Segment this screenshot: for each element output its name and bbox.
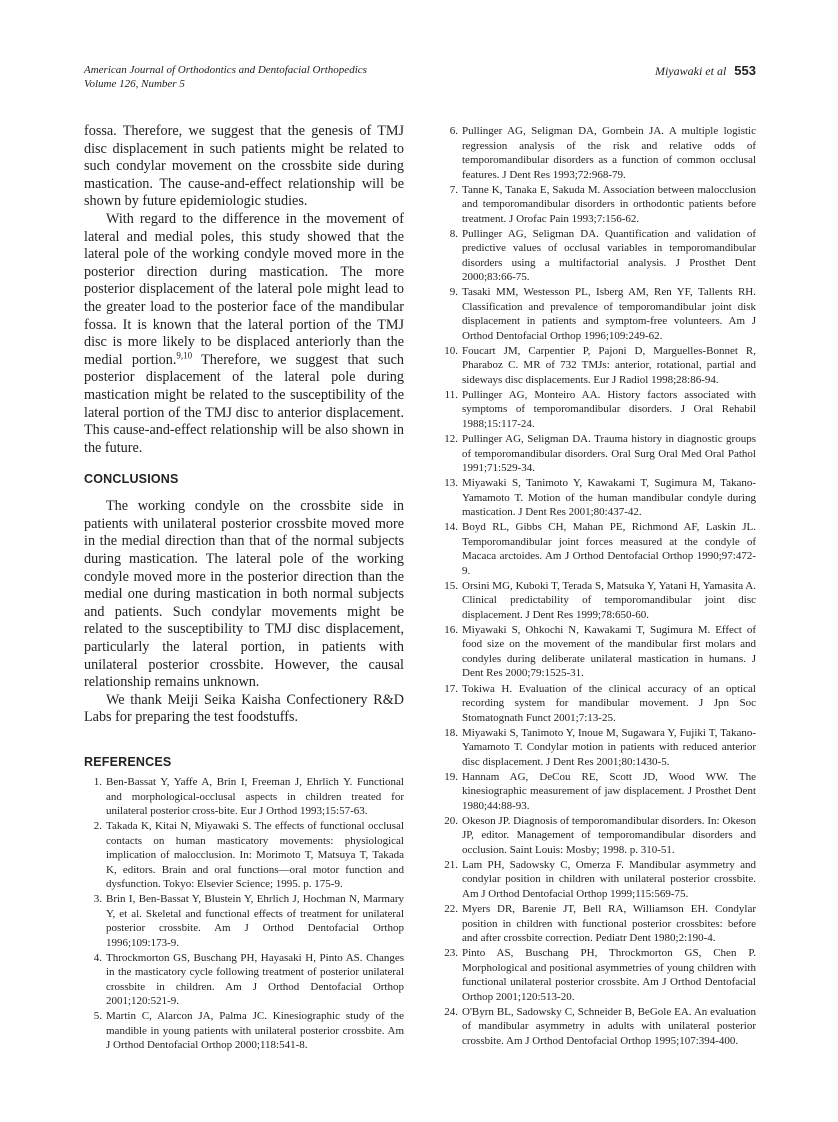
body-paragraph: fossa. Therefore, we suggest that the genesis of TMJ disc displacement in such patients might be related to such condylar movement on the crossbite side during mastication. The cause-and-effect relationship will be shown by future epidemiologic studies. — [84, 123, 404, 210]
reference-item — [84, 819, 404, 892]
paragraph-text: With regard to the difference in the movement of lateral and medial poles, this study showed that the lateral pole of the working condyle moved more in the posterior direction during mastication. The more posterior displacement of the lateral pole might lead to the greater load to the posterior face of the mandibular fossa. It is known that the lateral portion of the TMJ disc is more likely to be displaced anteriorly than the medial portion. — [84, 210, 404, 368]
reference-number: 22. — [444, 903, 458, 915]
reference-number: 16. — [444, 623, 458, 636]
reference-number: 9. — [449, 286, 458, 299]
references-heading: REFERENCES — [84, 755, 172, 769]
reference-item — [440, 344, 756, 388]
reference-item — [440, 432, 756, 476]
reference-item — [440, 1005, 756, 1049]
reference-item — [440, 858, 756, 902]
reference-item — [440, 579, 756, 623]
reference-number: 15. — [444, 579, 458, 592]
running-author: Miyawaki et al — [654, 64, 727, 78]
reference-item — [440, 946, 756, 1004]
reference-item — [84, 951, 404, 1009]
reference-list-left — [84, 775, 404, 1053]
reference-number: 4. — [93, 951, 102, 964]
reference-text: Okeson JP. Diagnosis of temporomandibular disorders. In: Okeson JP, editor. Management of temporomandibular disorders and occlusion. Saint Louis: Mosby; 1998. p. 310-51. — [462, 814, 756, 856]
reference-list-right — [440, 124, 756, 1048]
reference-number: 11. — [444, 388, 458, 401]
reference-text: Pullinger AG, Seligman DA, Gornbein JA. A multiple logistic regression analysis of the risk and relative odds of temporomandibular disorders as a function of common occlusal features. J Dent Res 1993;72:968-79. — [462, 125, 756, 181]
reference-number: 14. — [444, 521, 458, 534]
reference-number: 7. — [449, 183, 458, 196]
reference-item — [440, 476, 756, 520]
running-header-page — [655, 63, 756, 79]
reference-item — [440, 814, 756, 858]
reference-item — [84, 892, 404, 950]
reference-item — [440, 124, 756, 182]
reference-item — [440, 726, 756, 770]
journal-title: American Journal of Orthodontics and Dentofacial Orthopedics — [84, 64, 367, 76]
reference-number: 8. — [449, 227, 458, 240]
conclusions-paragraph: The working condyle on the crossbite side in patients with unilateral posterior crossbite moved more in the medial direction than that of the normal subjects during mastication. The lateral pole of the working condyle moved more in the posterior direction than the medial one during mastication in both normal subjects and patients. Such condylar movements might be related to the susceptibility to TMJ disc displacement, particularly the lateral portion, in patients with unilateral posterior crossbite. However, the causal relationship remains unknown. — [84, 498, 404, 691]
reference-number: 20. — [444, 814, 458, 827]
reference-item — [440, 770, 756, 814]
reference-item — [440, 902, 756, 946]
reference-text: Ben-Bassat Y, Yaffe A, Brin I, Freeman J, Ehrlich Y. Functional and morphological-occlusal aspects in children treated for unilateral posterior cross-bite. Eur J Orthod 1993;15:57-63. — [106, 776, 404, 817]
reference-text: Foucart JM, Carpentier P, Pajoni D, Marguelles-Bonnet R, Pharaboz C. MR of 732 TMJs: anterior, rotational, partial and sideways disc displacements. Eur J Radiol 1998;28:86-94. — [462, 344, 756, 386]
reference-number: 2. — [93, 820, 102, 833]
conclusions-heading: CONCLUSIONS — [84, 472, 179, 487]
reference-number: 24. — [444, 1005, 458, 1018]
citation-superscript: 9,10 — [176, 349, 193, 360]
running-header-journal — [84, 63, 367, 91]
reference-text: Pullinger AG, Seligman DA. Trauma history in diagnostic groups of temporomandibular disorders. Oral Surg Oral Med Oral Pathol 1991;71:529-34. — [462, 433, 756, 475]
page-number: 553 — [734, 63, 756, 78]
reference-number: 10. — [444, 344, 458, 357]
reference-item — [440, 682, 756, 726]
reference-item — [84, 775, 404, 819]
reference-text: Miyawaki S, Tanimoto Y, Kawakami T, Sugimura M, Takano-Yamamoto T. Motion of the human mandibular condyle during mastication. J Dent Res 2001;80:437-42. — [462, 477, 756, 519]
reference-number: 18. — [444, 726, 458, 739]
reference-text: Miyawaki S, Tanimoto Y, Inoue M, Sugawara Y, Fujiki T, Takano-Yamamoto T. Condylar motion in patients with reduced anterior disc displacement. J Dent Res 2001;80:1430-5. — [462, 726, 756, 768]
reference-number: 21. — [444, 858, 458, 871]
reference-text: Tokiwa H. Evaluation of the clinical accuracy of an optical recording system for mandibular movement. J Jpn Soc Stomatognath Funct 2001;7:13-25. — [462, 682, 756, 724]
reference-item — [440, 388, 756, 432]
reference-text: Orsini MG, Kuboki T, Terada S, Matsuka Y, Yatani H, Yamasita A. Clinical predictability of temporomandibular joint disc displacement. J Dent Res 1999;78:650-60. — [462, 579, 756, 621]
reference-number: 6. — [449, 125, 458, 137]
acknowledgment: We thank Meiji Seika Kaisha Confectionery R&D Labs for preparing the test foodstuffs. — [84, 691, 404, 726]
paragraph-text: Therefore, we suggest that such posterior displacement of the lateral pole during mastication might be related to the susceptibility of the lateral portion of the TMJ disc to anterior displacement. This cause-and-effect relationship will be also shown in the future. — [84, 351, 404, 456]
left-column — [84, 123, 404, 1053]
reference-text: Pinto AS, Buschang PH, Throckmorton GS, Chen P. Morphological and positional asymmetries of young children with functional unilateral posterior crossbite. Am J Orthod Dentofacial Orthop 2001;120:513-20. — [462, 947, 756, 1003]
reference-text: Tanne K, Tanaka E, Sakuda M. Association between malocclusion and temporomandibular disorders in orthodontic patients before treatment. J Orofac Pain 1993;7:156-62. — [462, 183, 756, 225]
reference-item — [440, 623, 756, 681]
reference-text: Lam PH, Sadowsky C, Omerza F. Mandibular asymmetry and condylar position in children with unilateral posterior crossbite. Am J Orthod Dentofacial Orthop 1999;115:569-75. — [462, 858, 756, 900]
journal-volume: Volume 126, Number 5 — [84, 78, 185, 90]
reference-number: 23. — [444, 947, 458, 960]
reference-text: Boyd RL, Gibbs CH, Mahan PE, Richmond AF, Laskin JL. Temporomandibular joint forces measured at the condyle of Macaca arctoides. Am J Orthod Dentofacial Orthop 1990;97:472-9. — [462, 521, 756, 577]
right-column — [440, 124, 756, 1049]
reference-item — [440, 520, 756, 578]
reference-text: Brin I, Ben-Bassat Y, Blustein Y, Ehrlich J, Hochman N, Marmary Y, et al. Skeletal and functional effects of treatment for unilateral posterior crossbite. Am J Orthod Dentofacial Orthop 1996;109:173-9. — [106, 893, 404, 949]
reference-item — [84, 1009, 404, 1053]
reference-number: 13. — [444, 477, 458, 490]
reference-item — [440, 285, 756, 343]
reference-text: Miyawaki S, Ohkochi N, Kawakami T, Sugimura M. Effect of food size on the movement of the mandibular first molars and condyles during deliberate unilateral mastication in humans. J Dent Res 2000;79:1525-31. — [462, 623, 756, 680]
body-paragraph — [84, 211, 404, 457]
reference-number: 17. — [444, 682, 458, 695]
reference-number: 19. — [444, 770, 458, 783]
reference-number: 5. — [93, 1010, 102, 1023]
reference-number: 3. — [93, 893, 102, 906]
reference-text: Takada K, Kitai N, Miyawaki S. The effects of functional occlusal contacts on human masticatory movements: physiological implication of malocclusion. In: Morimoto T, Matsuya T, Takada K, editors. Brain and oral functions—oral motor function and dysfunction. Tokyo: Elsevier Science; 1995. p. 175-9. — [106, 820, 404, 891]
reference-number: 12. — [444, 433, 458, 446]
reference-text: Myers DR, Barenie JT, Bell RA, Williamson EH. Condylar position in children with functional posterior crossbites: before and after crossbite correction. Pediatr Dent 1980;2:190-4. — [462, 903, 756, 944]
reference-item — [440, 227, 756, 285]
reference-text: Tasaki MM, Westesson PL, Isberg AM, Ren YF, Tallents RH. Classification and prevalence of temporomandibular joint disk displacement in patients and symptom-free volunteers. Am J Orthod Dentofacial Orthop 1996;109:249-62. — [462, 286, 756, 342]
reference-text: Hannam AG, DeCou RE, Scott JD, Wood WW. The kinesiographic measurement of jaw displacement. J Prosthet Dent 1980;44:88-93. — [462, 770, 756, 812]
reference-text: Pullinger AG, Monteiro AA. History factors associated with symptoms of temporomandibular disorders. J Oral Rehabil 1988;15:117-24. — [462, 388, 756, 430]
reference-text: Pullinger AG, Seligman DA. Quantification and validation of predictive values of occlusal variables in temporomandibular disorders using a multifactorial analysis. J Prosthet Dent 2000;83:66-75. — [462, 227, 756, 284]
reference-item — [440, 183, 756, 227]
reference-text: O'Byrn BL, Sadowsky C, Schneider B, BeGole EA. An evaluation of mandibular asymmetry in adults with unilateral posterior crossbite. Am J Orthod Dentofacial Orthop 1995;107:394-400. — [462, 1005, 756, 1047]
reference-text: Martin C, Alarcon JA, Palma JC. Kinesiographic study of the mandible in young patients with unilateral posterior crossbite. Am J Orthod Dentofacial Orthop 2000;118:541-8. — [106, 1010, 404, 1052]
reference-text: Throckmorton GS, Buschang PH, Hayasaki H, Pinto AS. Changes in the masticatory cycle following treatment of posterior unilateral crossbite in children. Am J Orthod Dentofacial Orthop 2001;120:521-9. — [106, 951, 404, 1008]
reference-number: 1. — [93, 776, 102, 788]
